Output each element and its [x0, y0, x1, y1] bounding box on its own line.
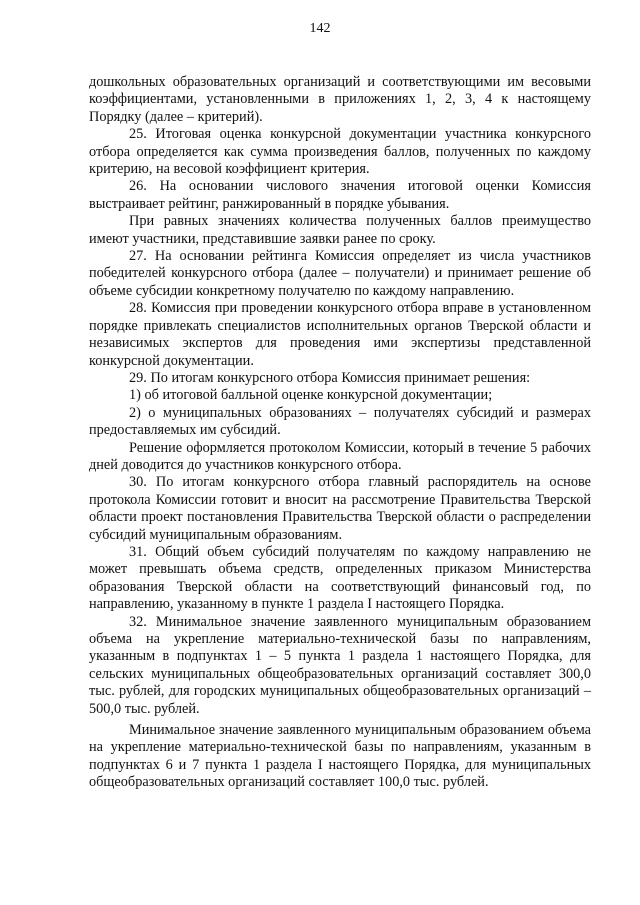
paragraph-decision: Решение оформляется протоколом Комиссии, который в течение 5 рабочих дней доводится до участников конкурсного отбора. [89, 439, 591, 473]
paragraph-item-28: 28. Комиссия при проведении конкурсного отбора вправе в установленном порядке привлекать специалистов исполнительных органов Тверской области и независимых экспертов для проведения ими экспертизы представленной конкурсной документации. [89, 300, 591, 369]
paragraph-item-31: 31. Общий объем субсидий получателям по каждому направлению не может превышать объема средств, определенных приказом Министерства образования Тверской области на соответствующий финансовый год, по направлению, указанному в пункте 1 раздела I настоящего Порядка. [89, 543, 591, 613]
paragraph-equal-scores: При равных значениях количества полученных баллов преимущество имеют участники, представившие заявки ранее по сроку. [89, 213, 591, 247]
paragraph-minimum-value: Минимальное значение заявленного муниципальным образованием объема на укрепление материально-технической базы по направлениям, указанным в подпунктах 6 и 7 пункта 1 раздела I настоящего Порядка, для муниципальных общеобразовательных организаций составляет 100,0 тыс. рублей. [89, 722, 591, 791]
paragraph-sub-1: 1) об итоговой балльной оценке конкурсной документации; [129, 387, 493, 404]
paragraph-item-26: 26. На основании числового значения итоговой оценки Комиссия выстраивает рейтинг, ранжированный в порядке убывания. [89, 178, 591, 212]
page-number: 142 [309, 21, 331, 36]
paragraph-sub-2: 2) о муниципальных образованиях – получателях субсидий и размерах предоставляемых им субсидий. [89, 404, 591, 439]
paragraph-item-32: 32. Минимальное значение заявленного муниципальным образованием объема на укрепление материально-технической базы по направлениям, указанным в подпунктах 1 – 5 пункта 1 раздела 1 настоящего Порядка, для сельских муниципальных общеобразовательных организаций составляет 300,0 тыс. рублей, для городских муниципальных общеобразовательных организаций – 500,0 тыс. рублей. [89, 613, 591, 717]
document-body [89, 74, 591, 792]
paragraph-item-30: 30. По итогам конкурсного отбора главный распорядитель на основе протокола Комиссии готовит и вносит на рассмотрение Правительства Тверской области проект постановления Правительства Тверской области о распределении субсидий муниципальным образованиям. [89, 474, 591, 543]
paragraph-item-29: 29. По итогам конкурсного отбора Комиссия принимает решения: [129, 369, 531, 386]
paragraph-item-27: 27. На основании рейтинга Комиссия определяет из числа участников победителей конкурсного отбора (далее – получатели) и принимает решение об объеме субсидии конкретному получателю по каждому направлению. [89, 248, 591, 299]
paragraph-continuation: дошкольных образовательных организаций и соответствующими им весовыми коэффициентами, установленными в приложениях 1, 2, 3, 4 к настоящему Порядку (далее – критерий). [89, 74, 591, 125]
paragraph-item-25: 25. Итоговая оценка конкурсной документации участника конкурсного отбора определяется как сумма произведения баллов, полученных по каждому критерию, на весовой коэффициент критерия. [89, 126, 591, 178]
